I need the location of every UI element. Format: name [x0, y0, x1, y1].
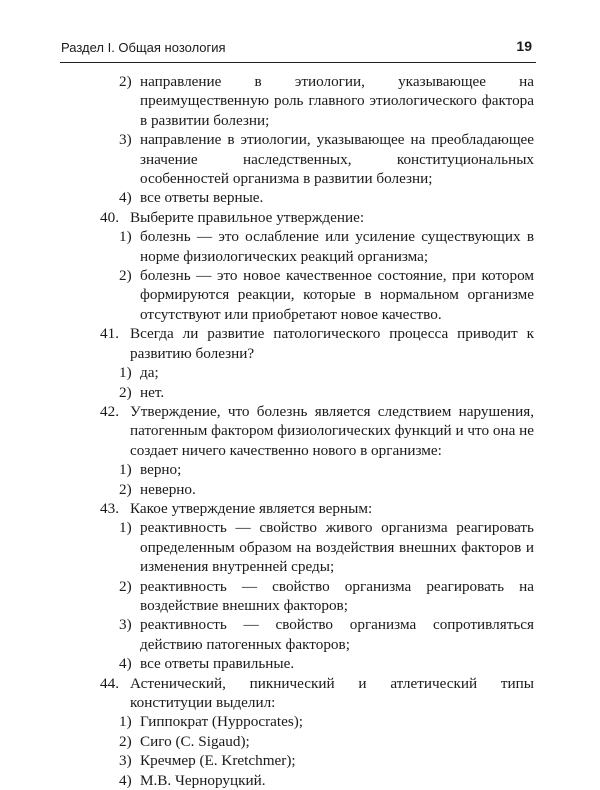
answer-number: 3) [119, 131, 132, 149]
page-number: 19 [516, 38, 532, 54]
answer-number: 3) [119, 616, 132, 634]
answer-text: все ответы верные. [140, 189, 264, 207]
answer-text: реактивность — свойство организма сопротивляться действию патогенных факторов; [140, 616, 534, 653]
question-item [100, 402, 534, 460]
answer-text: направление в этиологии, указывающее на преобладающее значение наследственных, конституциональных особенностей организма в развитии болезни; [140, 131, 534, 188]
question-item [100, 674, 534, 713]
answer-option [100, 577, 534, 616]
answer-number: 1) [119, 713, 132, 731]
answer-text: все ответы правильные. [140, 655, 295, 673]
answer-option [100, 654, 534, 673]
answer-number: 1) [119, 519, 132, 537]
question-text: Всегда ли развитие патологического процесса приводит к развитию болезни? [130, 325, 534, 362]
answer-text: да; [140, 364, 159, 382]
question-number: 40. [100, 208, 119, 226]
answer-text: болезнь — это ослабление или усиление существующих в норме физиологических реакций организма; [140, 228, 534, 265]
answer-text: нет. [140, 383, 165, 401]
page-body [100, 72, 534, 790]
answer-text: Кречмер (E. Kretchmer); [140, 752, 296, 770]
answer-number: 2) [119, 73, 132, 90]
answer-number: 4) [119, 189, 132, 207]
question-number: 41. [100, 325, 119, 343]
answer-option [100, 712, 534, 731]
answer-text: верно; [140, 461, 182, 479]
question-number: 43. [100, 499, 119, 517]
answer-number: 4) [119, 771, 132, 789]
answer-text: направление в этиологии, указывающее на преимущественную роль главного этиологического фактора в развитии болезни; [140, 73, 534, 129]
question-text: Астенический, пикнический и атлетический типы конституции выделил: [130, 674, 534, 711]
answer-option [100, 383, 534, 402]
answer-text: Гиппократ (Hyppocrates); [140, 713, 304, 731]
answer-text: реактивность — свойство организма реагировать на воздействие внешних факторов; [140, 577, 534, 614]
answer-number: 2) [119, 732, 132, 750]
question-item [100, 324, 534, 363]
answer-number: 2) [119, 480, 132, 498]
running-header [60, 38, 536, 58]
answer-number: 4) [119, 655, 132, 673]
answer-number: 1) [119, 364, 132, 382]
answer-option [100, 363, 534, 382]
answer-text: реактивность — свойство живого организма реагировать определенным образом на воздействия внешних факторов и изменения внутренней среды; [140, 519, 534, 576]
answer-option [100, 266, 534, 324]
answer-number: 2) [119, 267, 132, 285]
answer-option [100, 615, 534, 654]
answer-number: 2) [119, 577, 132, 595]
question-item [100, 499, 534, 518]
question-text: Какое утверждение является верным: [130, 499, 373, 517]
answer-option [100, 518, 534, 576]
answer-number: 2) [119, 383, 132, 401]
answer-number: 1) [119, 228, 132, 246]
answer-option [100, 188, 534, 207]
answer-option [100, 732, 534, 751]
question-text: Утверждение, что болезнь является следствием нарушения, патогенным фактором физиологических функций и что она не создает ничего качественно нового в организме: [130, 402, 534, 459]
answer-option [100, 130, 534, 188]
question-text: Выберите правильное утверждение: [130, 208, 365, 226]
answer-number: 1) [119, 461, 132, 479]
answer-option [100, 480, 534, 499]
answer-text: неверно. [140, 480, 196, 498]
answer-option [100, 72, 534, 130]
section-title: Раздел I. Общая нозология [61, 40, 226, 55]
answer-option [100, 227, 534, 266]
answer-option [100, 771, 534, 790]
question-item [100, 208, 534, 227]
header-divider [60, 62, 536, 63]
answer-text: болезнь — это новое качественное состояние, при котором формируются реакции, которые в нормальном организме отсутствуют или приобретают новое качество. [140, 267, 534, 323]
question-number: 42. [100, 402, 119, 420]
answer-number: 3) [119, 752, 132, 770]
answer-text: Сиго (С. Sigaud); [140, 732, 250, 750]
question-number: 44. [100, 674, 119, 692]
answer-option [100, 751, 534, 770]
answer-option [100, 460, 534, 479]
answer-text: М.В. Черноруцкий. [140, 771, 266, 789]
